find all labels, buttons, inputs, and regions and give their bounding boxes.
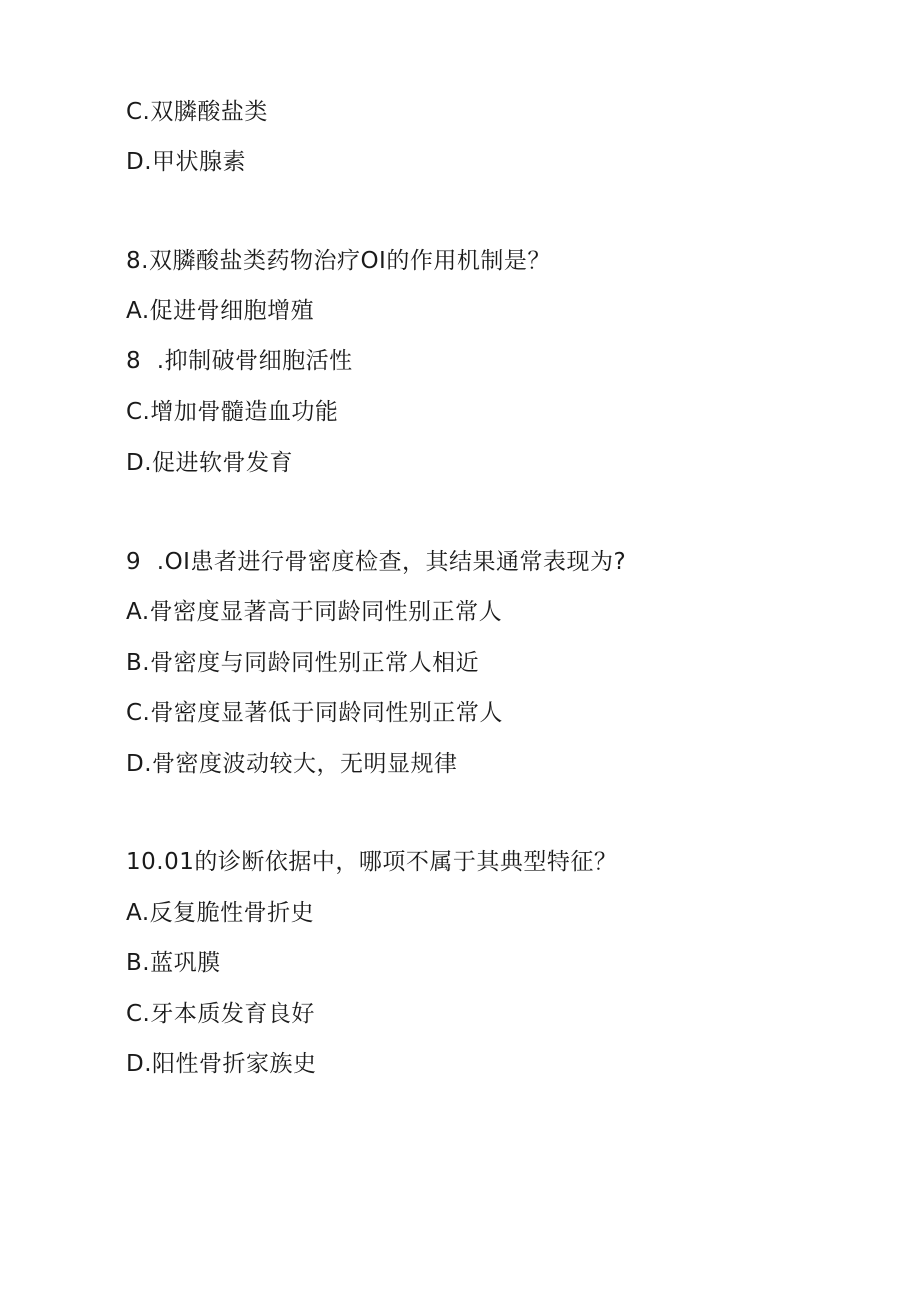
q9-option-a: A.骨密度显著高于同龄同性别正常人 <box>126 599 503 625</box>
question-8-stem: 8.双膦酸盐类药物治疗OI的作用机制是？ <box>126 248 551 274</box>
q7-option-d: D.甲状腺素 <box>126 149 247 175</box>
q8-option-b: 8 .抑制破骨细胞活性 <box>126 348 353 374</box>
q10-option-c: C.牙本质发育良好 <box>126 1001 315 1027</box>
q8-option-d: D.促进软骨发育 <box>126 450 294 476</box>
q10-option-d: D.阳性骨折家族史 <box>126 1051 317 1077</box>
q9-option-b: B.骨密度与同龄同性别正常人相近 <box>126 650 480 676</box>
q9-option-c: C.骨密度显著低于同龄同性别正常人 <box>126 700 503 726</box>
q7-option-c: C.双膦酸盐类 <box>126 99 268 125</box>
q8-option-c: C.增加骨髓造血功能 <box>126 399 339 425</box>
question-9-stem: 9 .OI患者进行骨密度检查，其结果通常表现为? <box>126 549 627 575</box>
q9-option-d: D.骨密度波动较大，无明显规律 <box>126 751 458 777</box>
q10-option-a: A.反复脆性骨折史 <box>126 900 315 926</box>
q10-option-b: B.蓝巩膜 <box>126 950 221 976</box>
q8-option-a: A.促进骨细胞增殖 <box>126 298 315 324</box>
question-10-stem: 10.01的诊断依据中，哪项不属于其典型特征？ <box>126 849 618 875</box>
